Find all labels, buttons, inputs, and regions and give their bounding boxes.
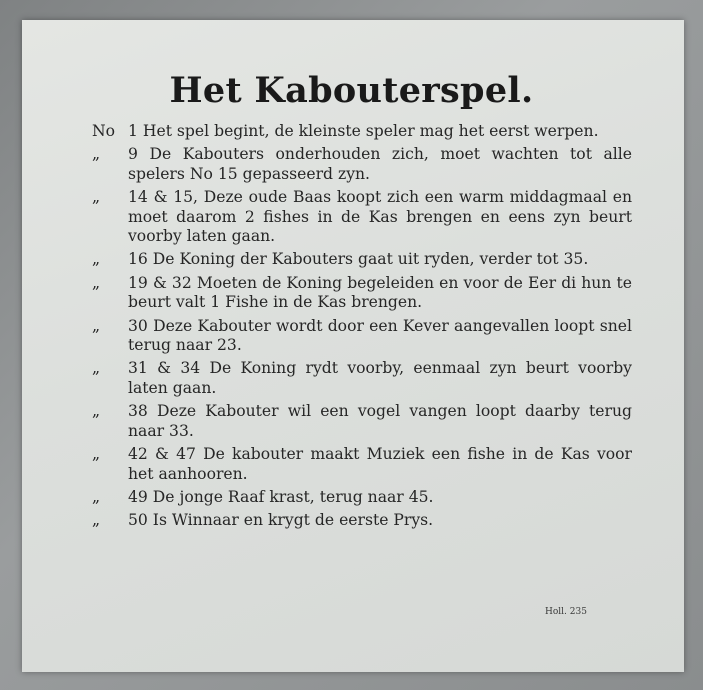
rule-prefix: „ (92, 316, 101, 335)
rule-item (92, 317, 632, 356)
rule-text: 16 De Koning der Kabouters gaat uit ryden, verder tot 35. (128, 250, 589, 269)
rule-prefix: „ (92, 273, 101, 292)
rule-text: 9 De Kabouters onderhouden zich, moet wachten tot alle spelers No 15 gepasseerd zyn. (128, 145, 632, 183)
rule-prefix: „ (92, 511, 101, 530)
rule-text: 38 Deze Kabouter wil een vogel vangen loopt daarby terug naar 33. (128, 402, 632, 440)
document-title: Het Kabouterspel. (169, 70, 534, 111)
rule-prefix: „ (92, 145, 101, 164)
rule-text: 19 & 32 Moeten de Koning begeleiden en voor de Eer di hun te beurt valt 1 Fishe in de Kas brengen. (128, 273, 632, 312)
rule-text: 50 Is Winnaar en krygt de eerste Prys. (128, 511, 434, 530)
rule-item (92, 359, 632, 398)
rule-text: 31 & 34 De Koning rydt voorby, eenmaal zyn beurt voorby laten gaan. (128, 359, 632, 397)
rule-item (92, 511, 632, 530)
rule-prefix: „ (92, 188, 101, 207)
rule-item (92, 274, 632, 313)
rule-item (92, 188, 632, 246)
rule-text: 14 & 15, Deze oude Baas koopt zich een warm middagmaal en moet daarom 2 fishes in de Kas brengen en eens zyn beurt voorby laten gaan. (128, 188, 632, 246)
rule-prefix: „ (92, 487, 101, 506)
rule-prefix: „ (92, 445, 101, 464)
rule-prefix: „ (92, 250, 101, 269)
rule-prefix: No (92, 122, 116, 140)
rule-text: 30 Deze Kabouter wordt door een Kever aangevallen loopt snel terug naar 23. (128, 316, 632, 355)
rule-prefix: „ (92, 402, 101, 421)
catalog-reference: Holl. 235 (545, 607, 587, 617)
rule-text: 42 & 47 De kabouter maakt Muziek een fishe in de Kas voor het aanhooren. (128, 445, 632, 483)
rule-item (92, 145, 632, 184)
rule-item (92, 250, 632, 269)
rule-item (92, 402, 632, 441)
rule-text: 49 De jonge Raaf krast, terug naar 45. (128, 487, 434, 506)
rule-item (92, 488, 632, 507)
rule-prefix: „ (92, 359, 101, 378)
rule-item (92, 122, 632, 141)
rule-item (92, 445, 632, 484)
rules-list (92, 122, 632, 535)
rule-text: 1 Het spel begint, de kleinste speler mag het eerst werpen. (128, 122, 599, 140)
